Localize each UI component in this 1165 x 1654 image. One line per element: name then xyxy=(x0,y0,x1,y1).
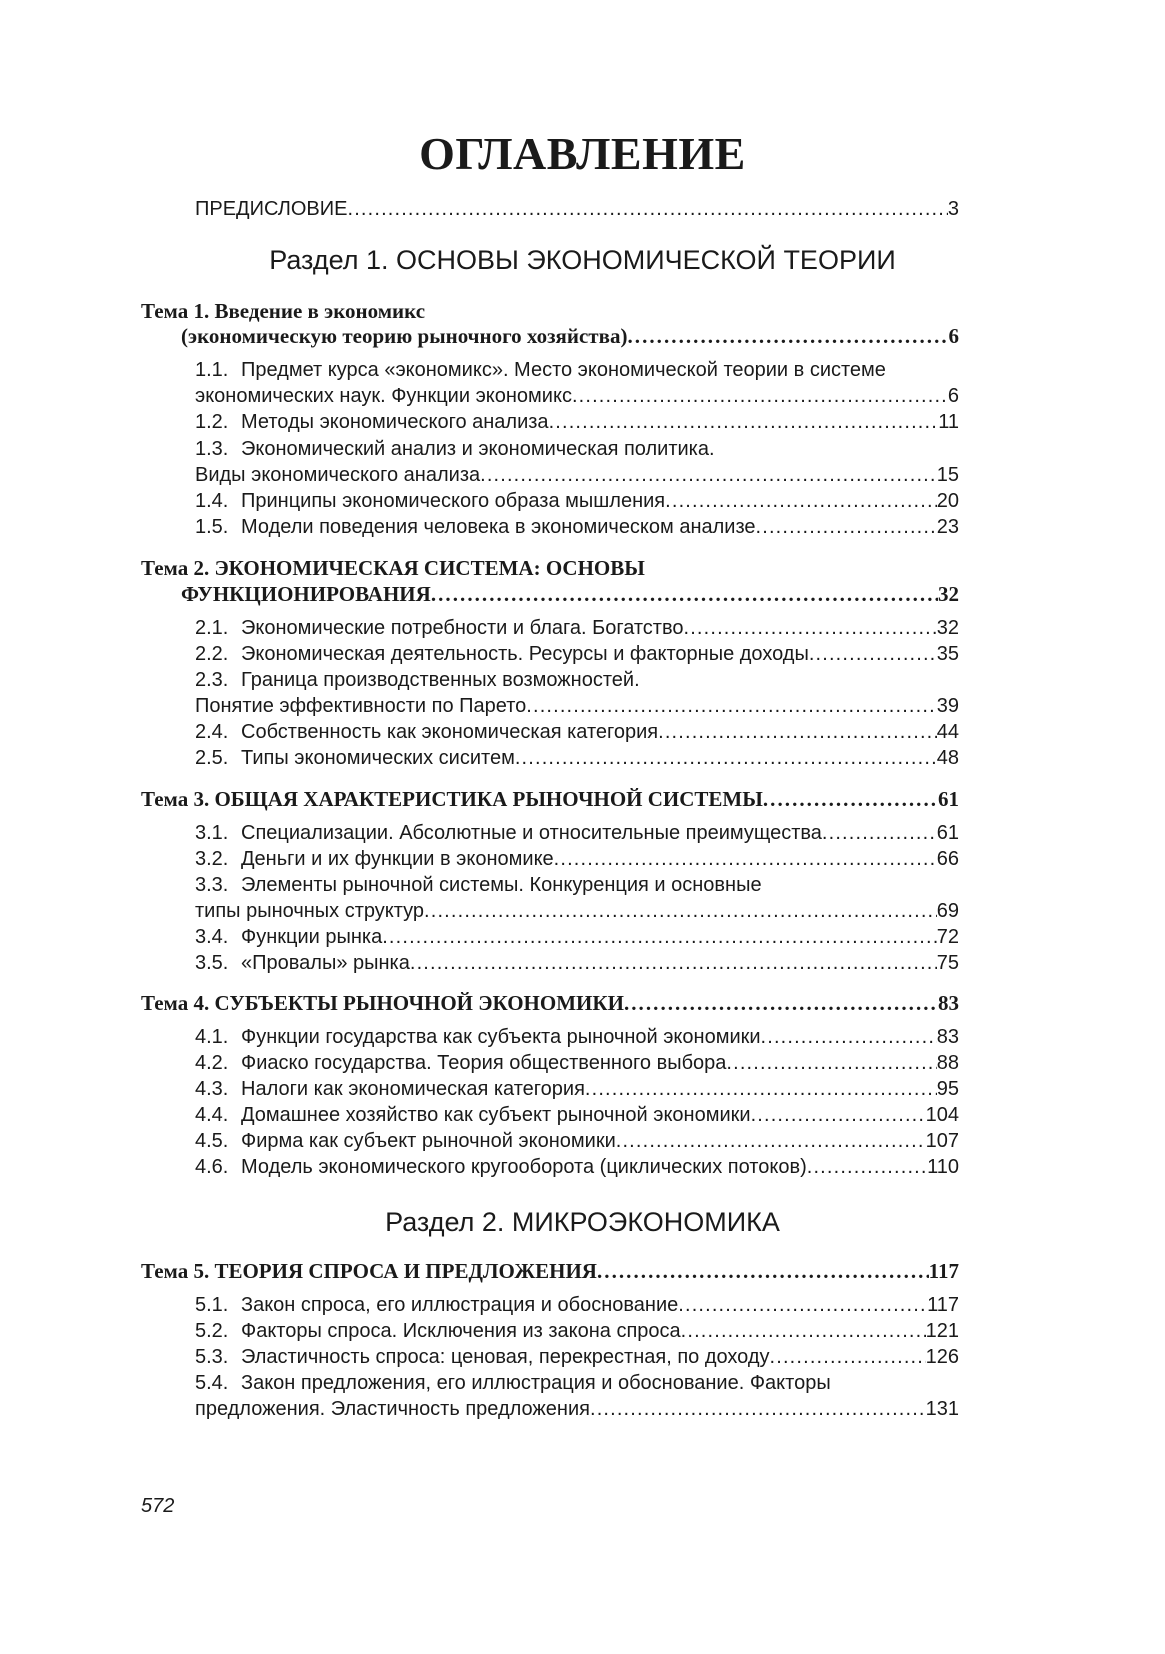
toc-entry-cont[interactable]: типы рыночных структур . . . 69 xyxy=(195,898,959,924)
dot-leader xyxy=(554,846,937,872)
toc-entry[interactable]: 1.5. Модели поведения человека в экономическом анализе . . . 23 xyxy=(195,514,959,540)
toc-entry-cont[interactable]: предложения. Эластичность предложения . . . 131 xyxy=(195,1396,959,1422)
toc-entry-preface[interactable] xyxy=(195,196,959,222)
toc-entry[interactable]: 5.3. Эластичность спроса: ценовая, перекрестная, по доходу . . . 126 xyxy=(195,1344,959,1370)
toc-entry[interactable]: 3.3. Элементы рыночной системы. Конкуренция и основные xyxy=(195,874,762,896)
topic-heading[interactable]: Тема 5. ТЕОРИЯ СПРОСА И ПРЕДЛОЖЕНИЯ . . . 117 xyxy=(141,1258,959,1284)
topic-heading[interactable]: Тема 3. ОБЩАЯ ХАРАКТЕРИСТИКА РЫНОЧНОЙ СИСТЕМЫ . . . 61 xyxy=(141,786,959,812)
toc-entry[interactable]: 2.1. Экономические потребности и блага. Богатство . . . 32 xyxy=(195,615,959,641)
dot-leader xyxy=(348,196,948,222)
dot-leader xyxy=(549,409,939,435)
entry-page: 61 xyxy=(938,787,959,811)
dot-leader xyxy=(726,1050,936,1076)
dot-leader xyxy=(480,462,937,488)
entry-page: 83 xyxy=(938,991,959,1015)
toc-entry[interactable]: 4.4. Домашнее хозяйство как субъект рыночной экономики . . . 104 xyxy=(195,1102,959,1128)
dot-leader xyxy=(761,1024,937,1050)
topic-heading[interactable]: Тема 1. Введение в экономикс xyxy=(141,299,426,323)
dot-leader xyxy=(616,1128,926,1154)
toc-entry[interactable]: 3.1. Специализации. Абсолютные и относительные преимущества . . . 61 xyxy=(195,820,959,846)
dot-leader xyxy=(627,323,948,349)
dot-leader xyxy=(751,1102,926,1128)
dot-leader xyxy=(431,581,938,607)
dot-leader xyxy=(424,898,937,924)
toc-entry[interactable]: 5.2. Факторы спроса. Исключения из закона спроса . . . 121 xyxy=(195,1318,959,1344)
dot-leader xyxy=(515,745,937,771)
dot-leader xyxy=(410,950,937,976)
toc-entry[interactable]: 1.1. Предмет курса «экономикс». Место экономической теории в системе xyxy=(195,359,886,381)
dot-leader xyxy=(681,1318,926,1344)
entry-page: 6 xyxy=(948,324,959,348)
section-heading: Раздел 1. ОСНОВЫ ЭКОНОМИЧЕСКОЙ ТЕОРИИ xyxy=(269,245,896,275)
dot-leader xyxy=(684,615,937,641)
dot-leader xyxy=(770,1344,926,1370)
entry-page: 32 xyxy=(938,582,959,606)
toc-entry[interactable]: 3.5. «Провалы» рынка . . . 75 xyxy=(195,950,959,976)
topic-heading-cont[interactable]: (экономическую теорию рыночного хозяйства) . . . 6 xyxy=(181,323,959,349)
topic-heading[interactable]: Тема 4. СУБЪЕКТЫ РЫНОЧНОЙ ЭКОНОМИКИ . . . 83 xyxy=(141,990,959,1016)
dot-leader xyxy=(590,1396,926,1422)
toc-entry[interactable]: 2.3. Граница производственных возможностей. xyxy=(195,669,640,691)
toc-entry[interactable]: 1.2. Методы экономического анализа . . . 11 xyxy=(195,409,959,435)
page-number: 572 xyxy=(141,1495,175,1517)
dot-leader xyxy=(809,641,937,667)
toc-entry[interactable]: 3.4. Функции рынка . . . 72 xyxy=(195,924,959,950)
topic-heading[interactable]: Тема 2. ЭКОНОМИЧЕСКАЯ СИСТЕМА: ОСНОВЫ xyxy=(141,556,645,580)
toc-entry-cont[interactable]: Виды экономического анализа . . . 15 xyxy=(195,462,959,488)
topic-heading-cont[interactable]: ФУНКЦИОНИРОВАНИЯ . . . 32 xyxy=(181,581,959,607)
dot-leader xyxy=(624,990,938,1016)
entry-page: 117 xyxy=(928,1259,959,1283)
toc-entry[interactable]: 4.5. Фирма как субъект рыночной экономики . . . 107 xyxy=(195,1128,959,1154)
toc-entry[interactable]: 2.5. Типы экономических сиситем . . . 48 xyxy=(195,745,959,771)
dot-leader xyxy=(763,786,938,812)
toc-entry[interactable]: 4.1. Функции государства как субъекта рыночной экономики . . . 83 xyxy=(195,1024,959,1050)
toc-entry[interactable]: 4.3. Налоги как экономическая категория . . . 95 xyxy=(195,1076,959,1102)
dot-leader xyxy=(678,1292,927,1318)
toc-entry[interactable]: 4.2. Фиаско государства. Теория общественного выбора . . . 88 xyxy=(195,1050,959,1076)
page-title: ОГЛАВЛЕНИЕ xyxy=(419,128,746,179)
toc-entry[interactable]: 5.1. Закон спроса, его иллюстрация и обоснование . . . 117 xyxy=(195,1292,959,1318)
dot-leader xyxy=(807,1154,927,1180)
toc-entry[interactable]: 4.6. Модель экономического кругооборота (циклических потоков) . . . 110 xyxy=(195,1154,959,1180)
toc-entry-cont[interactable]: экономических наук. Функции экономикс . . . 6 xyxy=(195,383,959,409)
toc-entry[interactable]: 3.2. Деньги и их функции в экономике . . . 66 xyxy=(195,846,959,872)
entry-page: 3 xyxy=(947,198,959,220)
dot-leader xyxy=(597,1258,929,1284)
toc-entry[interactable]: 2.2. Экономическая деятельность. Ресурсы и факторные доходы . . . 35 xyxy=(195,641,959,667)
entry-label: ПРЕДИСЛОВИЕ xyxy=(195,198,348,220)
dot-leader xyxy=(572,383,948,409)
toc-entry[interactable]: 2.4. Собственность как экономическая категория . . . 44 xyxy=(195,719,959,745)
toc-entry-cont[interactable]: Понятие эффективности по Парето . . . 39 xyxy=(195,693,959,719)
dot-leader xyxy=(585,1076,937,1102)
dot-leader xyxy=(665,488,937,514)
dot-leader xyxy=(756,514,937,540)
dot-leader xyxy=(658,719,937,745)
toc-entry[interactable]: 1.3. Экономический анализ и экономическая политика. xyxy=(195,438,715,460)
dot-leader xyxy=(822,820,937,846)
dot-leader xyxy=(526,693,936,719)
dot-leader xyxy=(382,924,937,950)
toc-entry[interactable]: 5.4. Закон предложения, его иллюстрация и обоснование. Факторы xyxy=(195,1372,831,1394)
section-heading: Раздел 2. МИКРОЭКОНОМИКА xyxy=(385,1207,780,1237)
toc-entry[interactable]: 1.4. Принципы экономического образа мышления . . . 20 xyxy=(195,488,959,514)
